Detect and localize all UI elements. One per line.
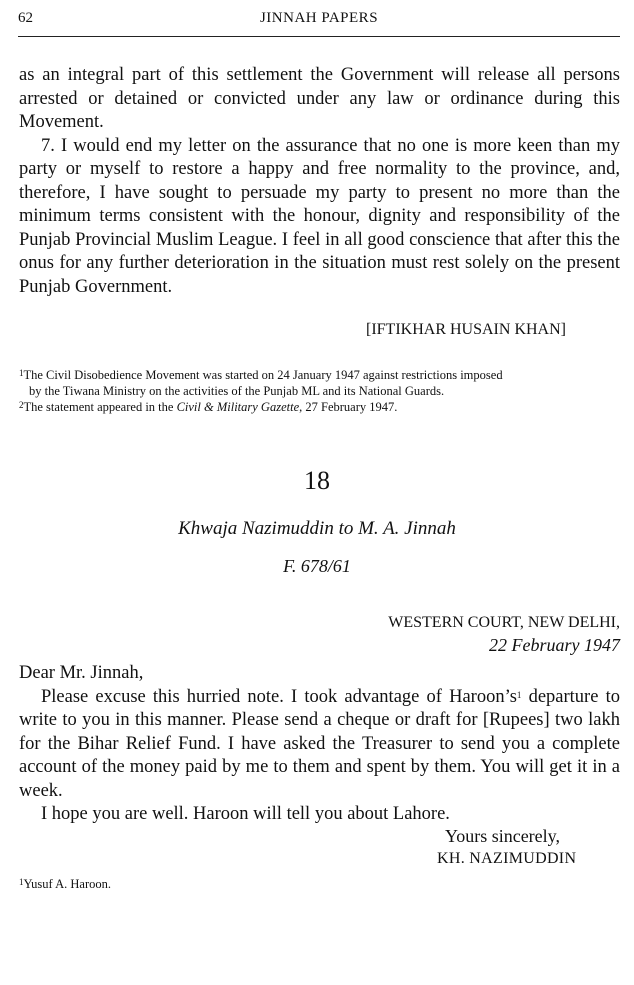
signer: KH. NAZIMUDDIN bbox=[437, 850, 577, 867]
signature-iftikhar: [IFTIKHAR HUSAIN KHAN] bbox=[366, 321, 566, 338]
document-reference: F. 678/61 bbox=[283, 556, 351, 576]
footnote-mark-haroon: 1 bbox=[516, 689, 522, 700]
footnote-2-post: , 27 February 1947. bbox=[299, 400, 398, 414]
running-title: JINNAH PAPERS bbox=[259, 10, 379, 26]
letter-body bbox=[19, 662, 620, 827]
page-number: 62 bbox=[18, 10, 33, 26]
footnote-2 bbox=[19, 399, 620, 415]
letter-paragraph-2: I hope you are well. Haroon will tell you about Lahore. bbox=[41, 804, 450, 824]
letter-paragraph-1-b: departure to write to you in this manner. Please send a cheque or draft for [Rupees] two lakh for the Bihar Relief Fund. I have asked the Treasurer to send you a complete account of the money paid by me to them and spent by them. You will get it in a week. bbox=[19, 686, 620, 801]
footnotes-section2 bbox=[19, 876, 620, 892]
document-title: Khwaja Nazimuddin to M. A. Jinnah bbox=[178, 518, 456, 539]
paragraph-continuation: as an integral part of this settlement the Government will release all persons arrested or detained or convicted under any law or ordinance during this Movement. bbox=[19, 65, 620, 132]
footnote-haroon-text: Yusuf A. Haroon. bbox=[23, 877, 111, 891]
letter-continuation bbox=[19, 64, 620, 299]
footnotes-section1 bbox=[19, 367, 620, 415]
footnote-1-text-line1: The Civil Disobedience Movement was started on 24 January 1947 against restrictions imposed bbox=[23, 368, 503, 382]
letter-paragraph-1-a: Please excuse this hurried note. I took advantage of Haroon’s bbox=[41, 686, 517, 707]
footnote-2-title: Civil & Military Gazette bbox=[176, 400, 300, 414]
footnote-haroon-mark: 1 bbox=[19, 877, 24, 887]
date: 22 February 1947 bbox=[489, 635, 620, 655]
document-number: 18 bbox=[304, 466, 330, 495]
footnote-haroon bbox=[19, 876, 620, 892]
address-block bbox=[388, 611, 620, 657]
footnote-2-mark: 2 bbox=[19, 400, 24, 410]
letter-paragraph-1 bbox=[19, 686, 620, 804]
paragraph-7: 7. I would end my letter on the assurance that no one is more keen than my party or myself to restore a happy and free normality to the province, and, therefore, I have sought to persuade my party to present no more than the minimum terms consistent with the honour, dignity and responsibility of the Punjab Provincial Muslim League. I feel in all good conscience that after this the onus for any further deterioration in the situation must rest solely on the present Punjab Government. bbox=[19, 135, 620, 297]
footnote-2-pre: The statement appeared in the bbox=[23, 400, 177, 414]
salutation: Dear Mr. Jinnah, bbox=[19, 663, 144, 683]
footnote-1-mark: 1 bbox=[19, 368, 24, 378]
address: WESTERN COURT, NEW DELHI, bbox=[388, 614, 620, 631]
page-header bbox=[18, 8, 620, 37]
footnote-1-continued: by the Tiwana Ministry on the activities of the Punjab ML and its National Guards. bbox=[29, 384, 445, 398]
footnote-1 bbox=[19, 367, 620, 383]
closing: Yours sincerely, bbox=[445, 826, 560, 846]
